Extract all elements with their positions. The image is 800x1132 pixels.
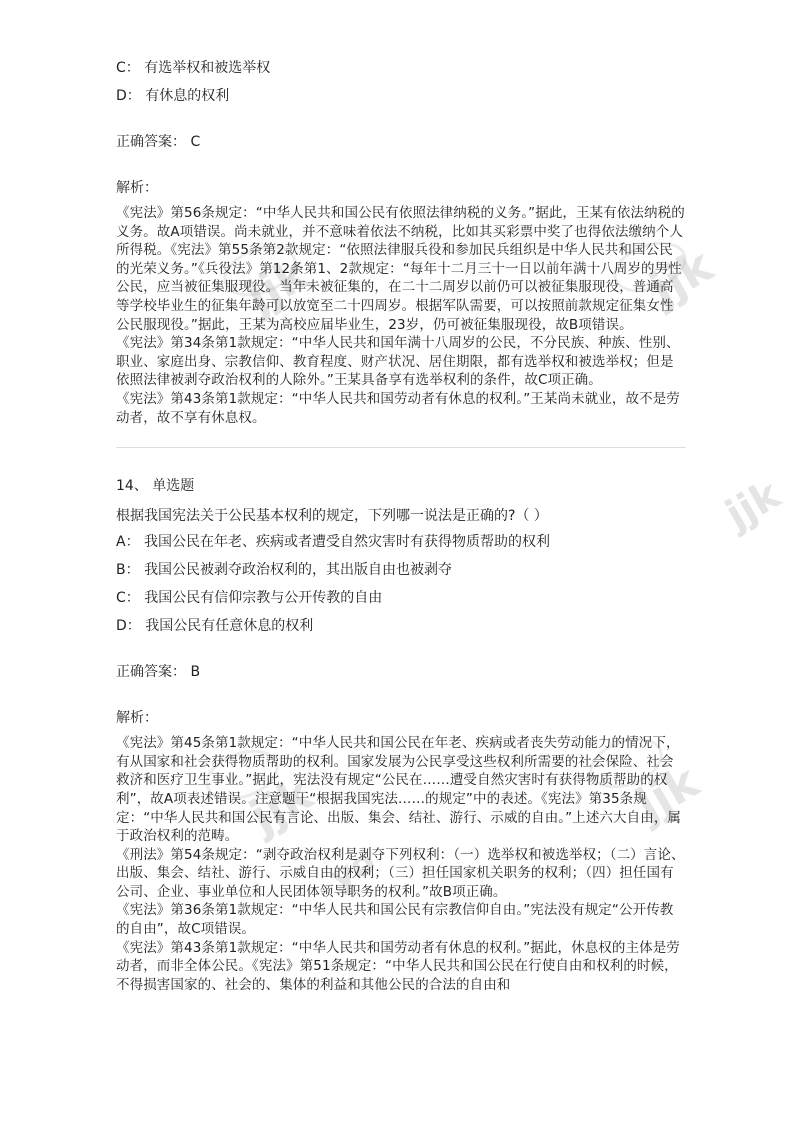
option-c <box>116 58 686 78</box>
correct-answer <box>116 662 686 682</box>
option-d <box>116 86 686 106</box>
correct-answer <box>116 132 686 152</box>
watermark-text-2: jjk <box>640 238 722 316</box>
option-letter: C： <box>116 590 140 607</box>
option-text: 我国公民在年老、疾病或者遭受自然灾害时有获得物质帮助的权利 <box>144 534 551 551</box>
option-letter: D： <box>116 88 141 104</box>
watermark-text-3: jjk <box>718 471 788 539</box>
option-text: 我国公民有信仰宗教与公开传教的自由 <box>144 590 383 607</box>
watermark-text-4: jjk <box>240 766 322 844</box>
option-text: 我国公民被剥夺政治权利的，其出版自由也被剥夺 <box>144 562 453 579</box>
analysis-paragraph: 《宪法》第43条第1款规定：“中华人民共和国劳动者有休息的权利。”王某尚未就业，故不是劳动者，故不享有休息权。 <box>116 390 680 426</box>
analysis-paragraph: 《宪法》第45条第1款规定：“中华人民共和国公民在年老、疾病或者丧失劳动能力的情况下，有从国家和社会获得物质帮助的权利。国家发展为公民享受这些权利所需要的社会保险、社会救济和医疗卫生事业。”据此，宪法没有规定“公民在……遭受自然灾害时有获得物质帮助的权利”，故A项表述错误。注意题干“根据我国宪法……的规定”中的表述。《宪法》第35条规定：“中华人民共和国公民有言论、出版、集会、结社、游行、示威的自由。”上述六大自由，属于政治权利的范畴。 <box>116 735 682 845</box>
analysis-paragraph: 《刑法》第54条规定：“剥夺政治权利是剥夺下列权利：（一）选举权和被选举权；（二）言论、出版、集会、结社、游行、示威自由的权利；（三）担任国家机关职务的权利；（四）担任国有公司、企业、事业单位和人民团体领导职务的权利。”故B项正确。 <box>116 846 685 900</box>
watermark-text-1: jjk <box>236 246 318 324</box>
option-c <box>116 588 686 608</box>
question-header <box>116 476 686 496</box>
option-b <box>116 560 686 580</box>
watermark-text-6: jjk <box>626 754 708 832</box>
option-text: 有休息的权利 <box>145 88 230 104</box>
analysis-label: 解析： <box>116 180 158 196</box>
answer-value: C <box>190 134 201 150</box>
option-letter: B： <box>116 562 140 579</box>
option-text: 我国公民有任意休息的权利 <box>145 618 314 635</box>
option-letter: C： <box>116 60 140 76</box>
question-number: 14、 <box>116 478 148 495</box>
question-type: 单选题 <box>152 478 195 495</box>
watermark-text-5: yo <box>323 841 383 899</box>
analysis-paragraph: 《宪法》第56条规定：“中华人民共和国公民有依照法律纳税的义务。”据此，王某有依法纳税的义务。故A项错误。尚未就业，并不意味着依法不纳税，比如其买彩票中奖了也得依法缴纳个人所得税。《宪法》第55条第2款规定：“依照法律服兵役和参加民兵组织是中华人民共和国公民的光荣义务。”《兵役法》第12条第1、2款规定：“每年十二月三十一日以前年满十八周岁的男性公民，应当被征集服现役。当年未被征集的，在二十二周岁以前仍可以被征集服现役，普通高等学校毕业生的征集年龄可以放宽至二十四周岁。根据军队需要，可以按照前款规定征集女性公民服现役。”据此，王某为高校应届毕业生，23岁，仍可被征集服现役，故B项错误。 <box>116 205 685 333</box>
option-a <box>116 532 686 552</box>
question-divider <box>116 447 686 448</box>
option-text: 有选举权和被选举权 <box>144 60 271 76</box>
question-stem: 根据我国宪法关于公民基本权利的规定，下列哪一说法是正确的?（ ） <box>116 508 548 525</box>
option-d <box>116 616 686 636</box>
analysis-label: 解析： <box>116 710 158 727</box>
document-page <box>116 58 686 994</box>
answer-label: 正确答案： <box>116 134 186 150</box>
option-letter: A： <box>116 534 140 551</box>
analysis-paragraph: 《宪法》第43条第1款规定：“中华人民共和国劳动者有休息的权利。”据此，休息权的主体是劳动者，而非全体公民。《宪法》第51条规定：“中华人民共和国公民在行使自由和权利的时候，不得损害国家的、社会的、集体的利益和其他公民的合法的自由和 <box>116 939 680 993</box>
analysis-paragraph: 《宪法》第34条第1款规定：“中华人民共和国年满十八周岁的公民，不分民族、种族、性别、职业、家庭出身、宗教信仰、教育程度、财产状况、居住期限，都有选举权和被选举权；但是依照法律被剥夺政治权利的人除外。”王某具备享有选举权利的条件，故C项正确。 <box>116 335 680 389</box>
answer-value: B <box>190 664 201 681</box>
option-letter: D： <box>116 618 141 635</box>
analysis-paragraph: 《宪法》第36条第1款规定：“中华人民共和国公民有宗教信仰自由。”宪法没有规定“公开传教的自由”，故C项错误。 <box>116 902 674 938</box>
answer-label: 正确答案： <box>116 664 186 681</box>
